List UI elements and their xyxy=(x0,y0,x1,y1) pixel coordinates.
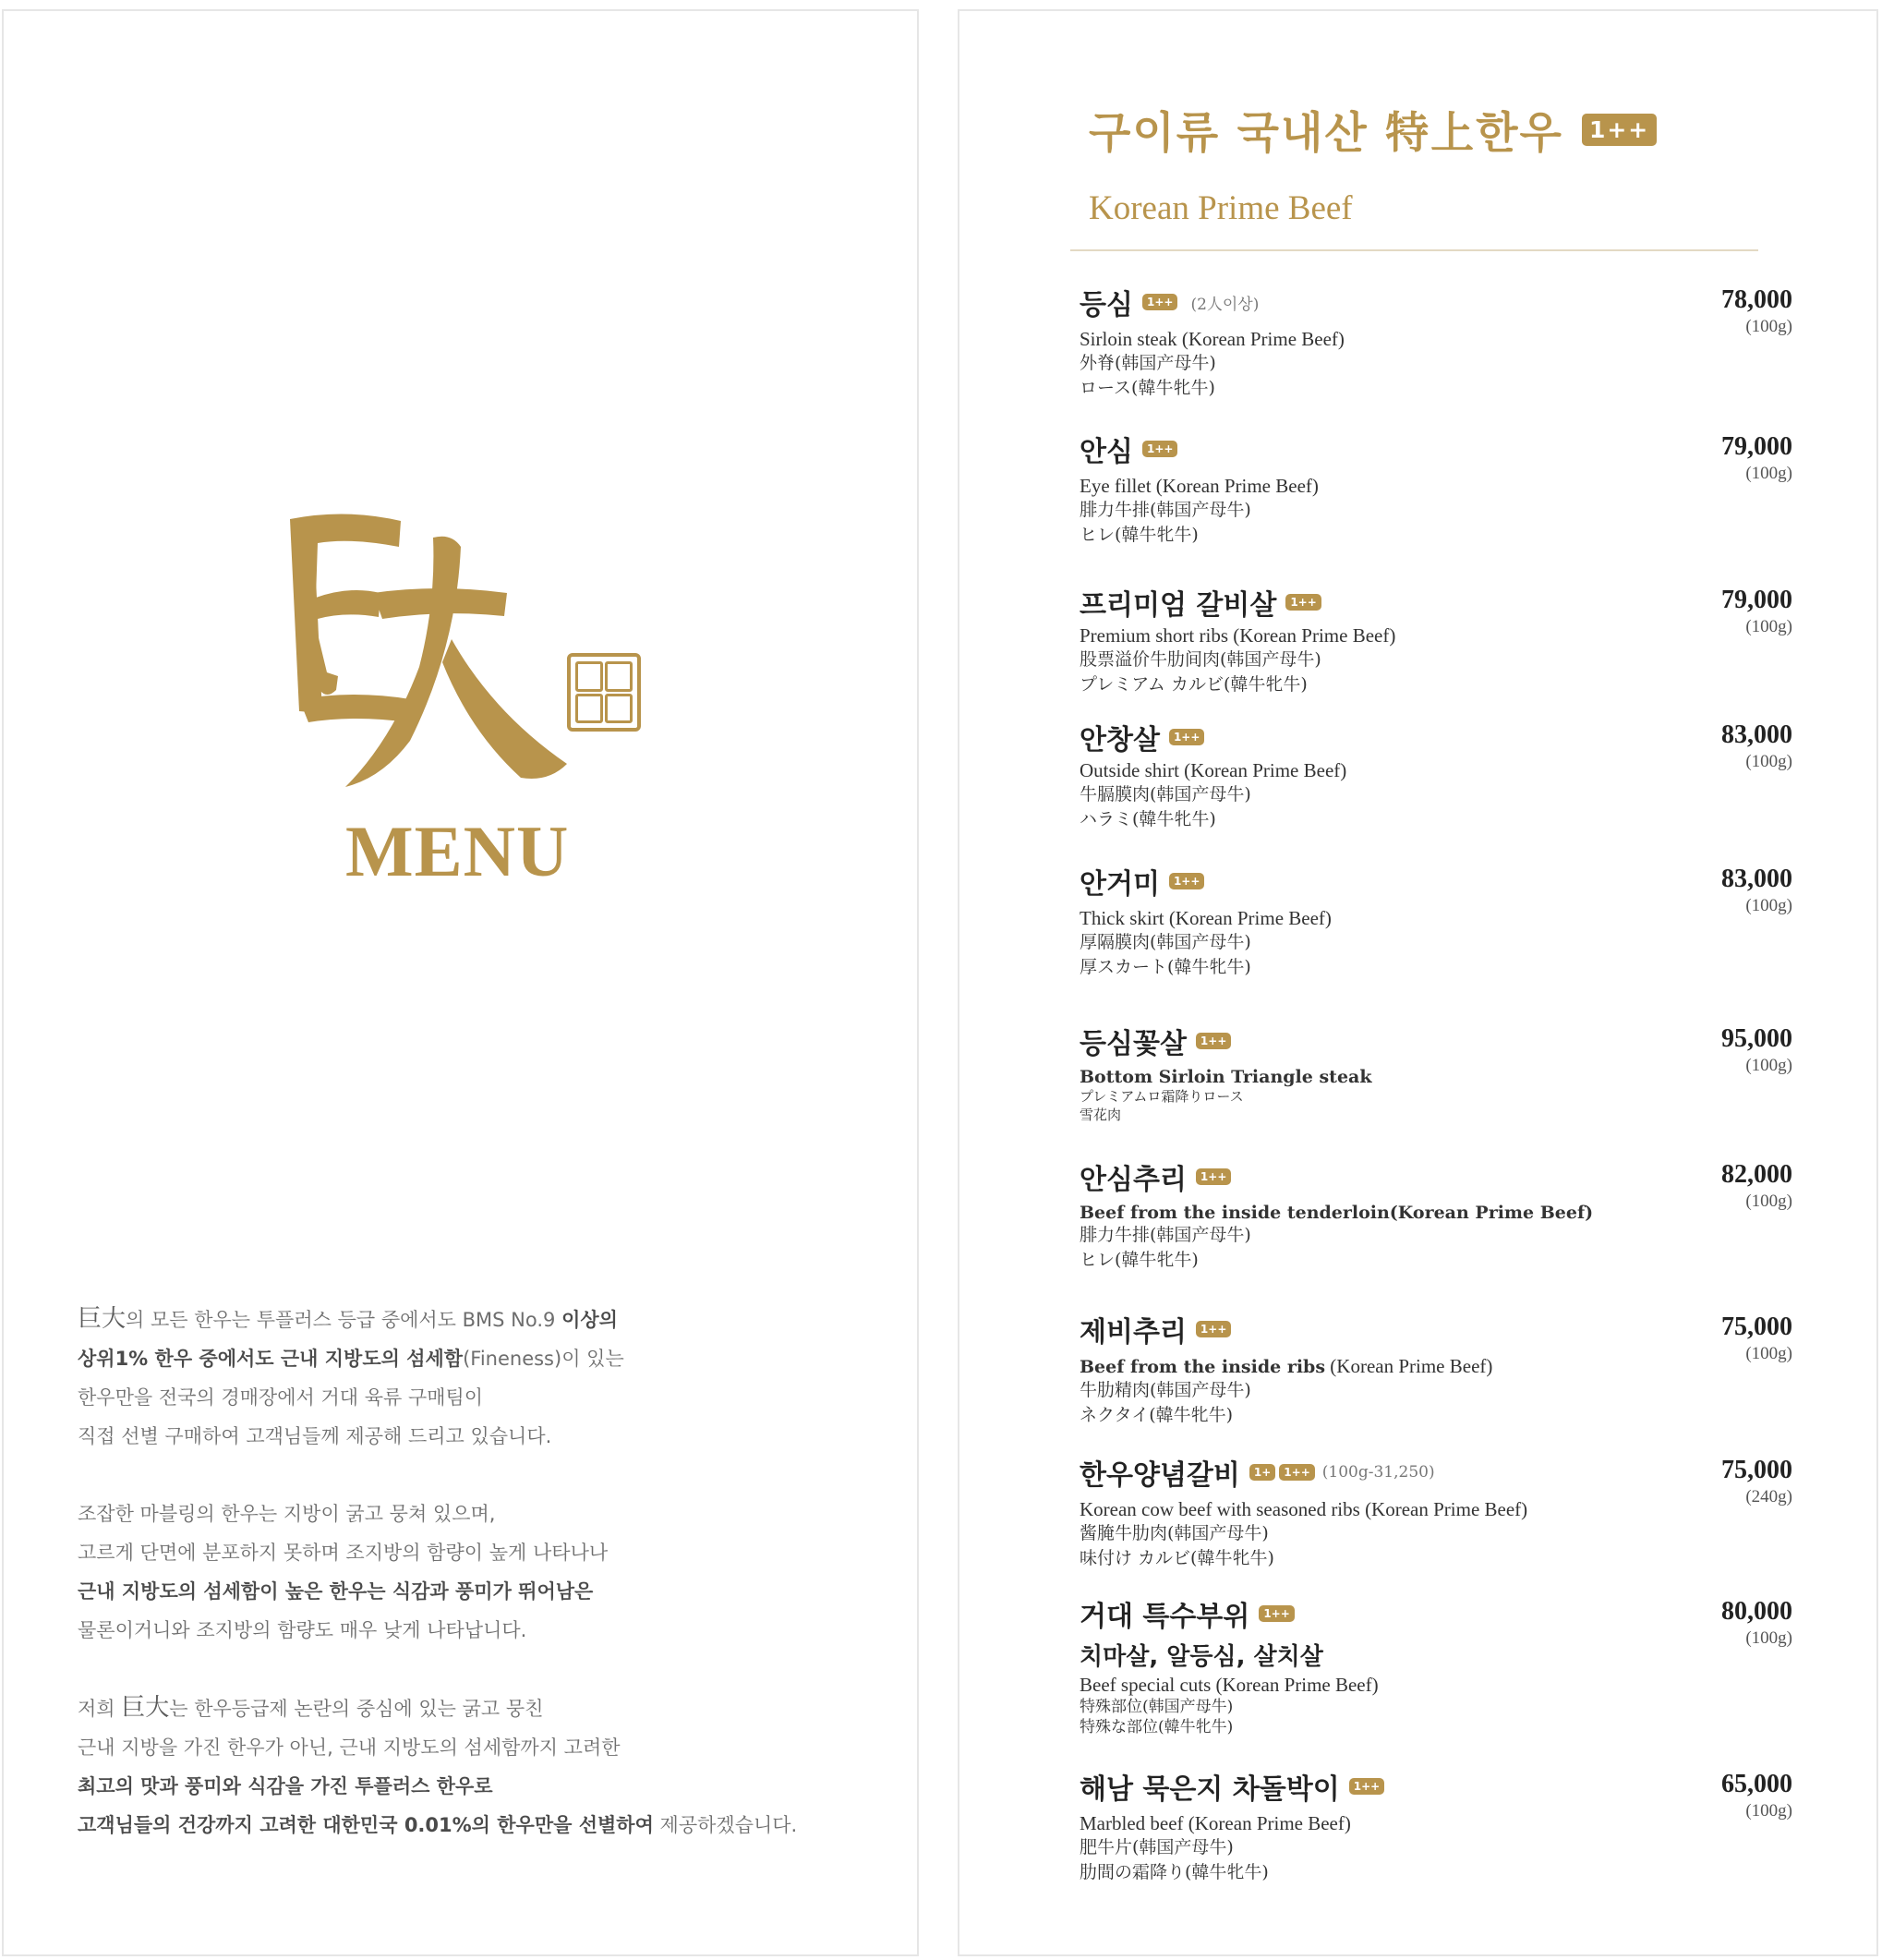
item-chinese: 酱腌牛肋肉(韩国产母牛) xyxy=(1080,1523,1269,1543)
menu-subtitle: Korean Prime Beef xyxy=(1089,189,1353,227)
item-price: 80,000 (100g) xyxy=(1721,1597,1792,1648)
grade-badge: 1++ xyxy=(1349,1778,1384,1795)
item-english: Thick skirt (Korean Prime Beef) xyxy=(1080,907,1332,929)
menu-header xyxy=(1089,99,1657,228)
item-price: 82,000 (100g) xyxy=(1721,1160,1792,1211)
item-english: Beef from the inside ribs (Korean Prime Beef) xyxy=(1080,1355,1493,1377)
item-price: 79,000 (100g) xyxy=(1721,586,1792,636)
menu-item xyxy=(1080,1593,1792,1737)
item-price: 65,000 (100g) xyxy=(1721,1770,1792,1821)
menu-item xyxy=(1080,717,1792,832)
divider xyxy=(1070,249,1758,251)
intro-line: 물론이거니와 조지방의 함량도 매우 낮게 나타납니다. xyxy=(78,1619,527,1641)
menu-page-title: 구이류 국내산 特上한우 1++ xyxy=(1089,99,1657,161)
item-japanese: プレミアムロ霜降りロース xyxy=(1080,1088,1244,1105)
intro-text xyxy=(78,1300,835,1845)
menu-item xyxy=(1080,1156,1792,1273)
item-english: Beef special cuts (Korean Prime Beef) xyxy=(1080,1674,1379,1696)
grade-badge: 1+ xyxy=(1249,1464,1275,1481)
item-price: 75,000 (100g) xyxy=(1721,1313,1792,1363)
intro-line: 고객님들의 건강까지 고려한 대한민국 0.01%의 한우만을 선별하여 제공하겠습니다. xyxy=(78,1814,798,1836)
item-chinese: 厚隔膜肉(韩国产母牛) xyxy=(1080,932,1251,952)
item-name: 한우양념갈비 1+ 1++ (100g-31,250) xyxy=(1080,1459,1435,1492)
menu-item xyxy=(1080,282,1792,401)
item-chinese: 牛肋精肉(韩国产母牛) xyxy=(1080,1380,1251,1400)
item-japanese: ハラミ(韓牛牝牛) xyxy=(1080,809,1216,829)
item-note: (100g-31,250) xyxy=(1321,1463,1435,1482)
grade-badge: 1++ xyxy=(1196,1321,1231,1337)
item-chinese: 雪花肉 xyxy=(1080,1107,1122,1123)
grade-badge: 1++ xyxy=(1196,1033,1231,1049)
menu-item xyxy=(1080,582,1792,697)
item-subcuts: 치마살, 알등심, 살치살 xyxy=(1080,1643,1323,1671)
item-price: 83,000 (100g) xyxy=(1721,720,1792,771)
brand-logo-mark xyxy=(271,501,576,805)
item-japanese: プレミアム カルビ(韓牛牝牛) xyxy=(1080,674,1308,695)
item-chinese: 特殊部位(韩国产母牛) xyxy=(1080,1698,1234,1716)
item-name: 안심추리 1++ xyxy=(1080,1156,1781,1197)
intro-line: 고르게 단면에 분포하지 못하며 조지방의 함량이 높게 나타나나 xyxy=(78,1542,609,1564)
menu-item xyxy=(1080,429,1792,548)
logo xyxy=(271,501,678,898)
grade-badge: 1++ xyxy=(1285,594,1321,611)
menu-item xyxy=(1080,1021,1792,1124)
menu-item xyxy=(1080,1452,1792,1571)
item-japanese: 厚スカート(韓牛牝牛) xyxy=(1080,957,1251,977)
item-chinese: 牛膈膜肉(韩国产母牛) xyxy=(1080,784,1251,805)
item-price: 78,000 (100g) xyxy=(1721,285,1792,336)
menu-title: MENU xyxy=(345,811,570,891)
item-english: Outside shirt (Korean Prime Beef) xyxy=(1080,759,1347,781)
item-name: 제비추리 1++ xyxy=(1080,1309,1781,1349)
item-english: Bottom Sirloin Triangle steak xyxy=(1080,1067,1372,1087)
grade-badge: 1++ xyxy=(1196,1168,1231,1185)
item-english: Premium short ribs (Korean Prime Beef) xyxy=(1080,624,1396,647)
item-japanese: 特殊な部位(韓牛牝牛) xyxy=(1080,1718,1234,1736)
item-price: 79,000 (100g) xyxy=(1721,432,1792,483)
grade-badge: 1++ xyxy=(1279,1464,1314,1481)
intro-line: 저희 巨大는 한우등급제 논란의 중심에 있는 굵고 뭉친 xyxy=(78,1694,544,1722)
item-name: 해남 묵은지 차돌박이 1++ xyxy=(1080,1766,1781,1807)
intro-page xyxy=(2,9,919,1956)
item-name: 안거미 1++ xyxy=(1080,861,1781,901)
item-english: Korean cow beef with seasoned ribs (Korean Prime Beef) xyxy=(1080,1498,1528,1520)
intro-line: 직접 선별 구매하여 고객님들께 제공해 드리고 있습니다. xyxy=(78,1425,552,1447)
intro-line: 巨大의 모든 한우는 투플러스 등급 중에서도 BMS No.9 이상의 xyxy=(78,1305,618,1333)
item-name: 거대 특수부위 1++ xyxy=(1080,1593,1781,1634)
item-english: Beef from the inside tenderloin(Korean Prime Beef) xyxy=(1080,1203,1594,1223)
intro-line: 한우만을 전국의 경매장에서 거대 육류 구매팀이 xyxy=(78,1386,484,1409)
item-name: 등심 1++ (2人이상) xyxy=(1080,289,1260,321)
grade-badge: 1++ xyxy=(1169,873,1204,889)
item-japanese: 肋間の霜降り(韓牛牝牛) xyxy=(1080,1862,1269,1882)
item-note: (2人이상) xyxy=(1190,295,1260,314)
grade-badge: 1++ xyxy=(1582,114,1657,146)
intro-line: 최고의 맛과 풍미와 식감을 가진 투플러스 한우로 xyxy=(78,1775,493,1797)
grade-badge: 1++ xyxy=(1142,441,1177,457)
item-japanese: ヒレ(韓牛牝牛) xyxy=(1080,525,1199,545)
item-price: 75,000 (240g) xyxy=(1721,1456,1792,1506)
item-english: Eye fillet (Korean Prime Beef) xyxy=(1080,475,1319,497)
grade-badge: 1++ xyxy=(1142,294,1177,310)
item-price: 95,000 (100g) xyxy=(1721,1024,1792,1075)
menu-page xyxy=(958,9,1878,1956)
item-name: 프리미엄 갈비살 1++ xyxy=(1080,582,1781,623)
item-chinese: 肥牛片(韩国产母牛) xyxy=(1080,1837,1234,1857)
item-chinese: 腓力牛排(韩国产母牛) xyxy=(1080,1225,1251,1245)
item-price: 83,000 (100g) xyxy=(1721,865,1792,915)
item-japanese: 味付け カルビ(韓牛牝牛) xyxy=(1080,1548,1274,1568)
item-name: 등심꽃살 1++ xyxy=(1080,1021,1781,1061)
item-chinese: 股票溢价牛肋间肉(韩国产母牛) xyxy=(1080,649,1321,670)
intro-line: 상위1% 한우 중에서도 근내 지방도의 섬세함(Fineness)이 있는 xyxy=(78,1348,624,1370)
grade-badge: 1++ xyxy=(1169,729,1204,745)
item-japanese: ヒレ(韓牛牝牛) xyxy=(1080,1250,1199,1270)
item-name: 안심 1++ xyxy=(1080,429,1781,469)
seal-stamp xyxy=(567,653,641,732)
item-japanese: ネクタイ(韓牛牝牛) xyxy=(1080,1405,1234,1425)
intro-line: 근내 지방도의 섬세함이 높은 한우는 식감과 풍미가 뛰어남은 xyxy=(78,1580,594,1603)
grade-badge: 1++ xyxy=(1259,1605,1294,1622)
item-chinese: 腓力牛排(韩国产母牛) xyxy=(1080,500,1251,520)
intro-line: 조잡한 마블링의 한우는 지방이 굵고 뭉쳐 있으며, xyxy=(78,1503,496,1525)
intro-line: 근내 지방을 가진 한우가 아닌, 근내 지방도의 섬세함까지 고려한 xyxy=(78,1736,621,1759)
item-japanese: ロース(韓牛牝牛) xyxy=(1080,378,1215,398)
item-chinese: 外脊(韩国产母牛) xyxy=(1080,353,1216,373)
menu-item xyxy=(1080,1766,1792,1885)
item-english: Sirloin steak (Korean Prime Beef) xyxy=(1080,328,1345,350)
menu-item xyxy=(1080,1309,1792,1428)
item-english: Marbled beef (Korean Prime Beef) xyxy=(1080,1812,1351,1834)
item-name: 안창살 1++ xyxy=(1080,717,1781,757)
menu-item xyxy=(1080,861,1792,980)
